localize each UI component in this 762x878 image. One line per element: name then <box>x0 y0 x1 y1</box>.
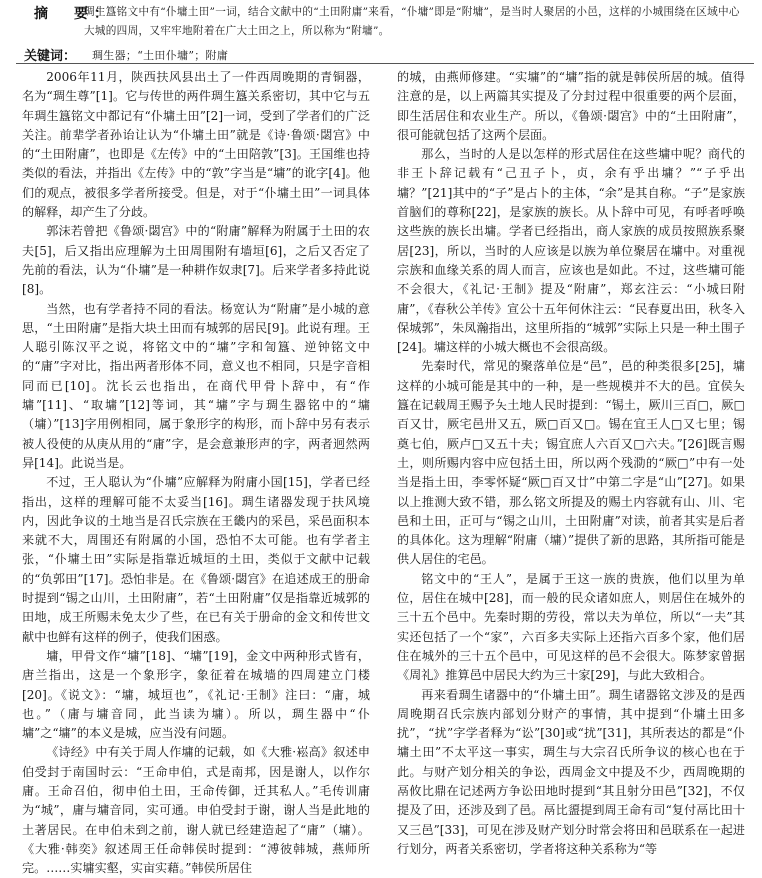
body-paragraph: 《诗经》中有关于周人作墉的记载，如《大雅·崧高》叙述申伯受封于南国时云：“王命申伯，式是南邦，因是谢人，以作尔庸。王命召伯，彻申伯土田，王命传御，迁其私人。”毛传训庸为“城”，庸与墉音同，实可通。申伯受封于谢，谢人当是此地的土著居民。在申伯未到之前，谢人就已经建造起了“庸”（墉）。《大雅·韩奕》叙述周王任命韩侯时提到：“溥彼韩城，燕师所完。……实墉实壑，实亩实藉。”韩侯所居住 <box>22 745 370 876</box>
keywords-section <box>22 44 748 68</box>
body-paragraph: 2006年11月，陕西扶风县出土了一件西周晚期的青铜器，名为“琱生尊”[1]。它与传世的两件琱生簋关系密切，其中它与五年琱生簋铭文中都记有“仆墉土田”[2]一词，受到了学者们的广泛关注。前辈学者孙诒让认为“仆墉土田”就是《诗·鲁颂·閟宫》中的“土田附庸”，也即是《左传》中的“土田陪敦”[3]。王国维也持类似的看法，并指出《左传》中的“敦”字当是“墉”的讹字[4]。他们的观点，被很多学者所接受。但是，对于“仆墉土田”一词具体的解释，却产生了分歧。 <box>22 70 370 220</box>
body-paragraph: 当然，也有学者持不同的看法。杨宽认为“附庸”是小城的意思，“土田附庸”是指大块土田而有城郭的居民[9]。此说有理。王人聪引陈汉平之说，将铭文中的“墉”字和訇簋、逆钟铭文中的“庸”字对比，指出两者形体不同，意义也不相同，只是字音相同而已[10]。沈长云也指出，在商代甲骨卜辞中，有“作墉”[11]、“取墉”[12]等词，其“墉”字与琱生器铭中的“墉（墉）”[13]字用例相同，属于象形字的构形，而卜辞中另有表示被人役使的从庚从用的“庸”字，是会意兼形声的字，两者迥然两异[14]。此说当是。 <box>22 301 370 470</box>
body-paragraph: 的城，由燕师修建。“实墉”的“墉”指的就是韩侯所居的城。值得注意的是，以上两篇其实提及了分封过程中很重要的两个层面，即生活居住和农业生产。所以，《鲁颂·閟宫》中的“土田附庸”，很可能就包括了这两个层面。 <box>397 70 745 142</box>
body-paragraph: 先秦时代，常见的聚落单位是“邑”，邑的种类很多[25]，墉这样的小城可能是其中的一种，是一些规模并不大的邑。宜侯夨簋在记载周王赐予夨土地人民时提到：“锡土，厥川三百□，厥□百又廿，厥宅邑卅又五，厥□百又□。锡在宜王人□又七里；锡奠七伯，厥卢□又五十夫；锡宜庶人六百又□六夫。”[26]既言赐土，则所赐内容中应包括土田，所以两个残泐的“厥□”中有一处当是指土田，李零怀疑“厥□百又廿”中第二字是“山”[27]。如果以上推测大致不错，那么铭文所提及的赐土内容就有山、川、宅邑和土田，正可与“锡之山川，土田附庸”对读，前者其实是后者的具体化。这为理解“附庸（墉）”提供了新的思路，其所指可能是供人居住的宅邑。 <box>397 359 745 567</box>
body-paragraph: 郭沫若曾把《鲁颂·閟宫》中的“附庸”解释为附属于土田的农夫[5]，后又指出应理解为土田周围附有墙垣[6]，之后又否定了先前的看法，认为“仆墉”是一种耕作奴隶[7]。后来学者多持此说[8]。 <box>22 224 370 297</box>
keywords-text: 琱生器；“土田仆墉”；附庸 <box>92 49 229 62</box>
abstract-section <box>22 0 748 41</box>
keywords-label: 关键词： <box>24 49 77 64</box>
article-header <box>22 0 748 68</box>
body-paragraph: 不过，王人聪认为“仆墉”应解释为附庸小国[15]，学者已经指出，这样的理解可能不太妥当[16]。琱生诸器发现于扶风境内，因此争议的土地当是召氏宗族在王畿内的采邑，采邑面积本来就不大，周围还有附属的小国，恐怕不太可能。也有学者主张，“仆墉土田”实际是指靠近城垣的土田，类似于文献中记载的“负郭田”[17]。恐怕非是。在《鲁颂·閟宫》在追述成王的册命时提到“锡之山川，土田附庸”，若“土田附庸”仅是指靠近城郭的田地，成王所赐未免太少了些，在已有关于册命的金文和传世文献中也鲜有这样的例子，使我们困惑。 <box>22 475 370 644</box>
right-column <box>397 68 745 859</box>
body-paragraph: 那么，当时的人是以怎样的形式居住在这些墉中呢？商代的非王卜辞记载有“己丑子卜，贞，余有乎出墉？”“子乎出墉？”[21]其中的“子”是占卜的主体，“余”是其自称。“子”是家族首脑们的尊称[22]，是家族的族长。从卜辞中可见，有呼者呼唤这些族的族长出墉。学者已经指出，商人家族的成员按照族系聚居[23]，所以，当时的人应该是以族为单位聚居在墉中。对重视宗族和血缘关系的周人而言，应该也是如此。不过，这些墉可能不会很大，《礼记·王制》提及“附庸”，郑玄注云：“小城曰附庸”，《春秋公羊传》宣公十五年何休注云：“民春夏出田，秋冬入保城郭”，朱凤瀚指出，这里所指的“城郭”实际上只是一种土围子[24]。墉这样的小城大概也不会很高级。 <box>397 147 745 355</box>
abstract-label: 摘 要： <box>34 6 114 22</box>
left-column <box>22 68 370 878</box>
body-paragraph: 墉，甲骨文作“墉”[18]、“墉”[19]，金文中两种形式皆有，唐兰指出，这是一个象形字，象征着在城墙的四周建立门楼[20]。《说文》：“墉，城垣也”，《礼记·王制》注曰：“庸，城也。”（庸与墉音同，此当读为墉）。所以，琱生器中“仆墉”之“墉”的本义是城，应当没有问题。 <box>22 648 370 741</box>
body-paragraph: 再来看琱生诸器中的“仆墉土田”。琱生诸器铭文涉及的是西周晚期召氏宗族内部划分财产的事情，其中提到“仆墉土田多扰”，“扰”字学者释为“讼”[30]或“扰”[31]，其所表达的都是“仆墉土田”不太平这一事实，琱生与大宗召氏所争议的核心也在于此。与财产划分相关的争讼，西周金文中提及不少，西周晚期的鬲攸比鼎在记述两方争讼田地时提到“其且射分田邑”[32]，不仅提及了田，还涉及到了邑。鬲比盨提到周王命有司“复付鬲比田十又三邑”[33]，可见在涉及财产划分时常会将田和邑联系在一起进行划分，两者关系密切，学者将这种关系称为“等 <box>397 687 745 856</box>
body-paragraph: 铭文中的“王人”，是属于王这一族的贵族，他们以里为单位，居住在城中[28]，而一般的民众诸如庶人，则居住在城外的三十五个邑中。先秦时期的劳役，常以夫为单位，所以“一夫”其实还包括了一个“家”，六百多夫实际上还指六百多个家，他们居住在城外的三十五个邑中，可见这样的邑不会很大。陈梦家曾据《周礼》推算邑中居民大约为三十家[29]，与此大致相合。 <box>397 571 745 683</box>
abstract-text: 琱生簋铭文中有“仆墉土田”一词，结合文献中的“土田附庸”来看，“仆墉”即是“附墉”，是当时人聚居的小邑，这样的小城围绕在区域中心大城的四周，又牢牢地附着在广大土田之上，所以称为“附墉”。 <box>84 6 740 37</box>
header-divider <box>16 63 754 64</box>
